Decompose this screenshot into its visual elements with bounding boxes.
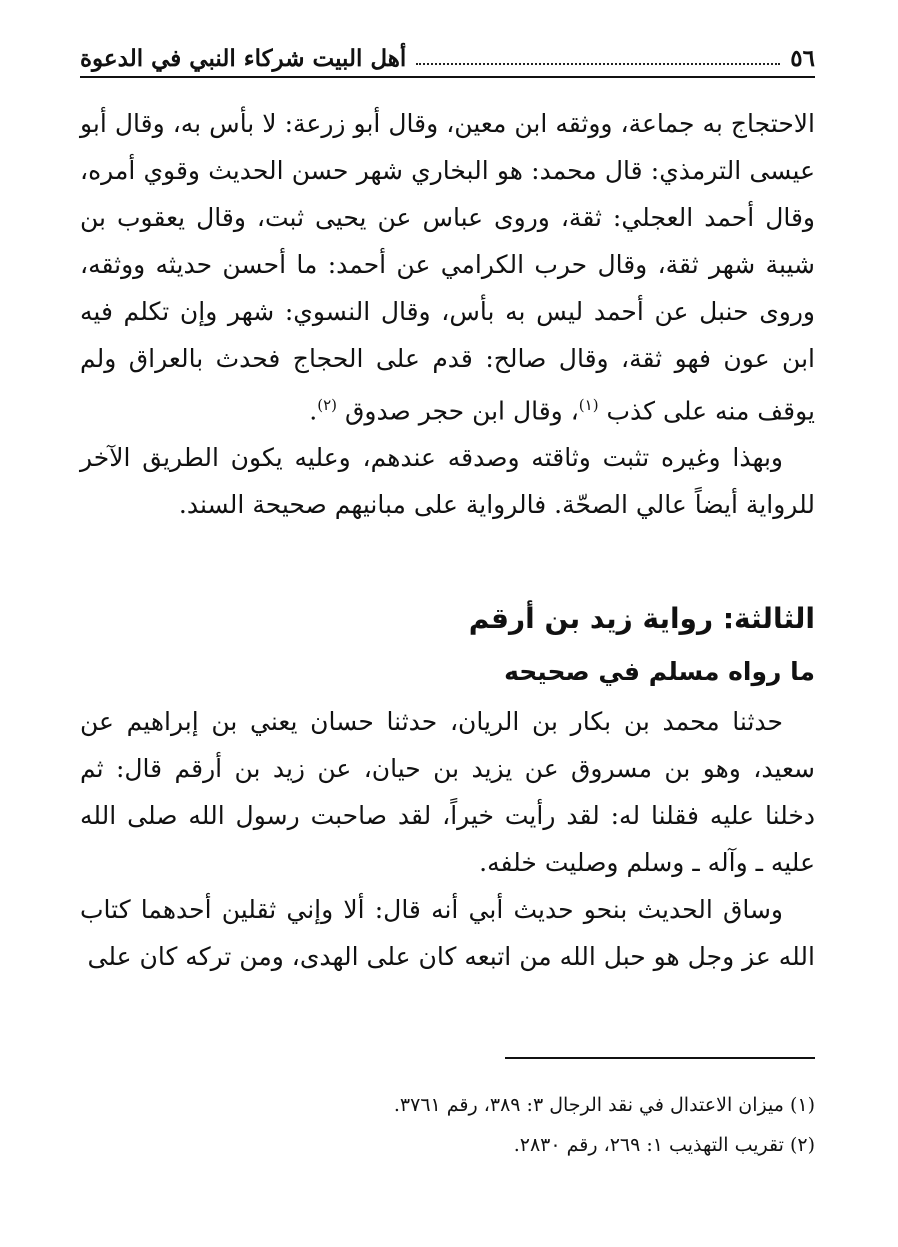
footnote: (١) ميزان الاعتدال في نقد الرجال ٣: ٣٨٩، رقم ٣٧٦١. <box>393 1094 815 1116</box>
paragraph-text: ، وقال ابن حجر صدوق <box>344 396 579 426</box>
main-text <box>80 100 815 980</box>
header-rule <box>80 76 815 78</box>
footnote-separator <box>505 1057 815 1059</box>
paragraph <box>80 100 815 434</box>
footnotes <box>80 1085 815 1165</box>
paragraph: وساق الحديث بنحو حديث أبي أنه قال: ألا وإني ثقلين أحدهما كتاب الله عز وجل هو حبل الله من اتبعه كان على الهدى، ومن تركه كان على <box>80 895 815 972</box>
header-dot-leader <box>416 63 780 65</box>
footnote-ref[interactable]: (١) <box>578 396 599 414</box>
page-number: ٥٦ <box>790 45 815 72</box>
section-heading: الثالثة: رواية زيد بن أرقم <box>468 602 815 636</box>
paragraph: وبهذا وغيره تثبت وثاقته وصدقه عندهم، وعليه يكون الطريق الآخر للرواية أيضاً عالي الصحّة. فالرواية على مبانيهم صحيحة السند. <box>80 443 815 520</box>
paragraph-text: . <box>309 396 318 426</box>
running-title: أهل البيت شركاء النبي في الدعوة <box>80 45 407 72</box>
footnote: (٢) تقريب التهذيب ١: ٢٦٩، رقم ٢٨٣٠. <box>513 1134 815 1156</box>
footnote-ref[interactable]: (٢) <box>317 396 338 414</box>
paragraph-text: الاحتجاج به جماعة، ووثقه ابن معين، وقال أبو زرعة: لا بأس به، وقال أبو عيسى الترمذي: قال محمد: هو البخاري شهر حسن الحديث وقوي أمره، وقال أحمد العجلي: ثقة، وروى عباس عن يحيى ثبت، وقال يعقوب بن شيبة شهر ثقة، وقال حرب الكرامي عن أحمد: ما أحسن حديثه ووثقه، وروى حنبل عن أحمد ليس به بأس، وقال النسوي: شهر وإن تكلم فيه ابن عون فهو ثقة، وقال صالح: قدم على الحجاج فحدث بالعراق ولم يوقف منه على كذب <box>80 109 815 426</box>
running-header <box>80 38 815 74</box>
section-subheading: ما رواه مسلم في صحيحه <box>504 657 815 687</box>
paragraph: حدثنا محمد بن بكار بن الريان، حدثنا حسان يعني بن إبراهيم عن سعيد، وهو بن مسروق عن يزيد بن حيان، عن زيد بن أرقم قال: ثم دخلنا عليه فقلنا له: لقد رأيت خيراً، لقد صاحبت رسول الله صلى الله عليه ـ وآله ـ وسلم وصليت خلفه. <box>80 707 815 878</box>
